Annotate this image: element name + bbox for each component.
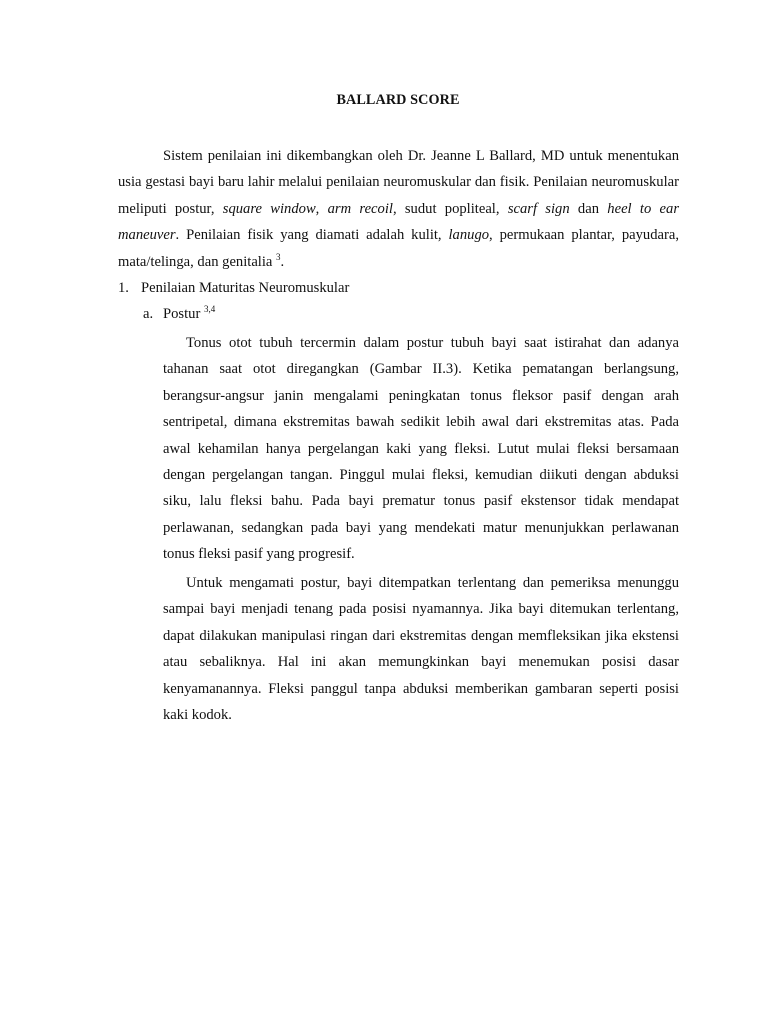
section-heading-1 bbox=[118, 275, 349, 301]
section-number: 1. bbox=[118, 280, 129, 296]
intro-text-4: dan bbox=[569, 200, 608, 217]
term-square-window: square window bbox=[222, 200, 316, 217]
intro-text-1: Sistem penilaian ini dikembangkan oleh Dr. Jeanne L Ballard, MD untuk menentukan usia gestasi bayi baru lahir melalui penilaian neuromuskular dan fisik. Penilaian neuromuskular meliputi postur, bbox=[118, 148, 679, 217]
intro-text-2: , bbox=[315, 200, 328, 217]
citation-ref: 3,4 bbox=[203, 304, 216, 314]
citation-ref: 3 bbox=[276, 251, 281, 262]
term-arm-recoil: arm recoil bbox=[327, 200, 393, 217]
term-lanugo: lanugo bbox=[448, 227, 490, 244]
intro-text-6: , permukaan plantar, payudara, mata/telinga, dan genitalia bbox=[118, 227, 679, 270]
intro-text-7: . bbox=[280, 253, 285, 270]
body-paragraph-2: Untuk mengamati postur, bayi ditempatkan terlentang dan pemeriksa menunggu sampai bayi menjadi tenang pada posisi nyamannya. Jika bayi ditemukan terlentang, dapat dilakukan manipulasi ringan dari ekstremitas dengan memfleksikan jika ekstensi atau sebaliknya. Hal ini akan memungkinkan bayi menemukan posisi dasar kenyamanannya. Fleksi panggul tanpa abduksi memberikan gambaran seperti posisi kaki kodok. bbox=[163, 575, 679, 724]
section-label: Penilaian Maturitas Neuromuskular bbox=[141, 280, 350, 296]
subsection-label: Postur bbox=[163, 306, 204, 322]
document-title: BALLARD SCORE bbox=[336, 92, 460, 108]
intro-text-3: , sudut popliteal, bbox=[392, 200, 508, 217]
body-paragraph-1: Tonus otot tubuh tercermin dalam postur tubuh bayi saat istirahat dan adanya tahanan saat otot diregangkan (Gambar II.3). Ketika pematangan berlangsung, berangsur-angsur janin mengalami peningkatan tonus fleksor pasif dengan arah sentripetal, dimana ekstremitas bawah sedikit lebih awal dari ekstremitas atas. Pada awal kehamilan hanya pergelangan kaki yang fleksi. Lutut mulai fleksi bersamaan dengan pergelangan tangan. Pinggul mulai fleksi, kemudian diikuti dengan abduksi siku, lalu fleksi bahu. Pada bayi prematur tonus pasif ekstensor tidak mendapat perlawanan, sedangkan pada bayi yang mendekati matur menunjukkan perlawanan tonus fleksi pasif yang progresif. bbox=[163, 335, 679, 563]
term-heel-to-ear: heel to ear maneuver bbox=[118, 200, 679, 244]
intro-text-5: . Penilaian fisik yang diamati adalah kulit, bbox=[175, 227, 449, 244]
subsection-heading-a bbox=[143, 301, 215, 327]
term-scarf-sign: scarf sign bbox=[507, 200, 570, 217]
intro-paragraph bbox=[118, 143, 679, 275]
subsection-letter: a. bbox=[143, 306, 154, 322]
